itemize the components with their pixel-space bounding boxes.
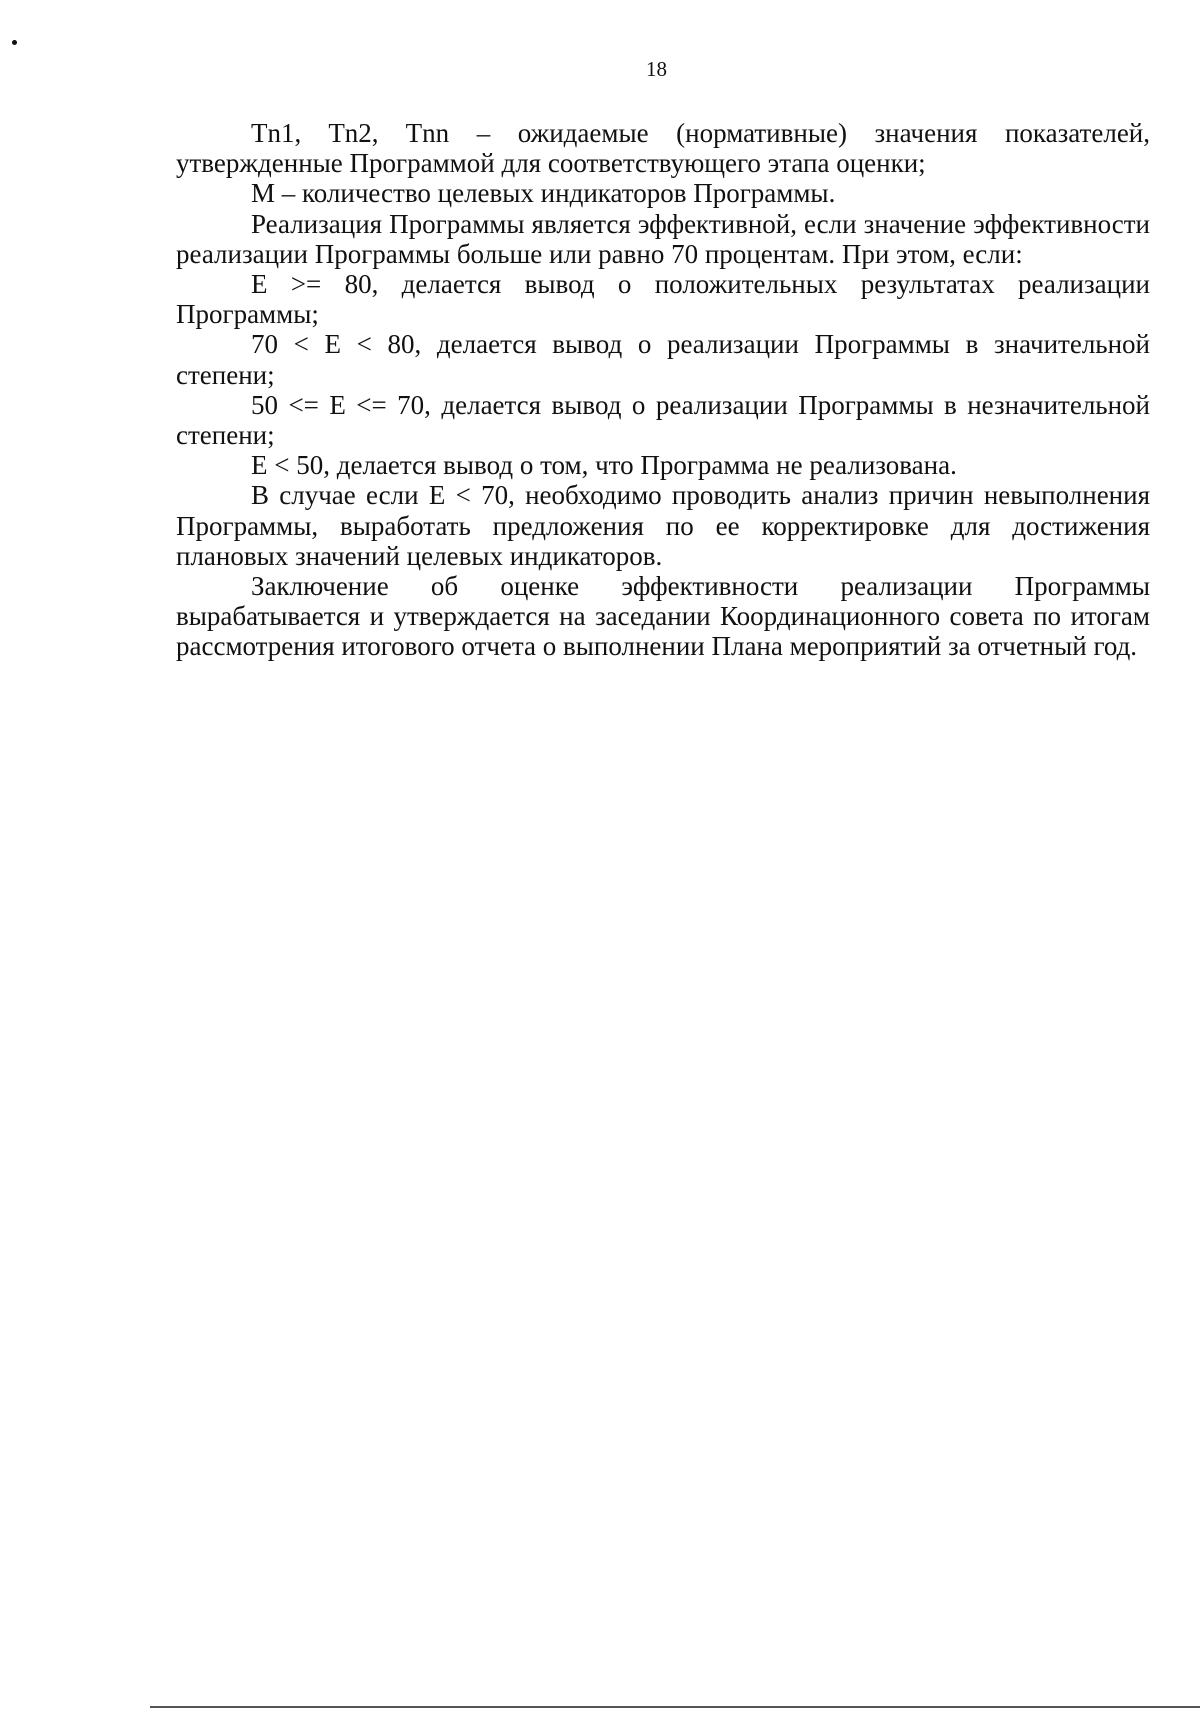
paragraph-condition-below-50: Е < 50, делается вывод о том, что Программа не реализована. bbox=[251, 450, 957, 481]
paragraph-analysis: В случае если Е < 70, необходимо проводить анализ причин невыполнения Программы, выработать предложения по ее корректировке для достижения плановых значений целевых индикаторов. bbox=[176, 480, 1150, 571]
document-body bbox=[176, 118, 1150, 662]
paragraph-target-values: Tn1, Tn2, Tnn – ожидаемые (нормативные) значения показателей, утвержденные Программой для соответствующего этапа оценки; bbox=[176, 118, 1150, 179]
paragraph-efficiency-criterion: Реализация Программы является эффективной, если значение эффективности реализации Программы больше или равно 70 процентам. При этом, если: bbox=[176, 208, 1150, 269]
bottom-edge-line bbox=[150, 1706, 1200, 1708]
paragraph-condition-70-80: 70 < Е < 80, делается вывод о реализации Программы в значительной степени; bbox=[176, 329, 1150, 390]
page-number: 18 bbox=[646, 57, 667, 81]
paragraph-conclusion: Заключение об оценке эффективности реализации Программы вырабатывается и утверждается на заседании Координационного совета по итогам рассмотрения итогового отчета о выполнении Плана мероприятий за отчетный год. bbox=[176, 571, 1150, 662]
scan-speck bbox=[12, 40, 17, 45]
paragraph-condition-50-70: 50 <= Е <= 70, делается вывод о реализации Программы в незначительной степени; bbox=[176, 389, 1150, 451]
paragraph-condition-80: Е >= 80, делается вывод о положительных результатах реализации Программы; bbox=[176, 269, 1150, 330]
paragraph-indicator-count: М – количество целевых индикаторов Программы. bbox=[251, 178, 836, 209]
